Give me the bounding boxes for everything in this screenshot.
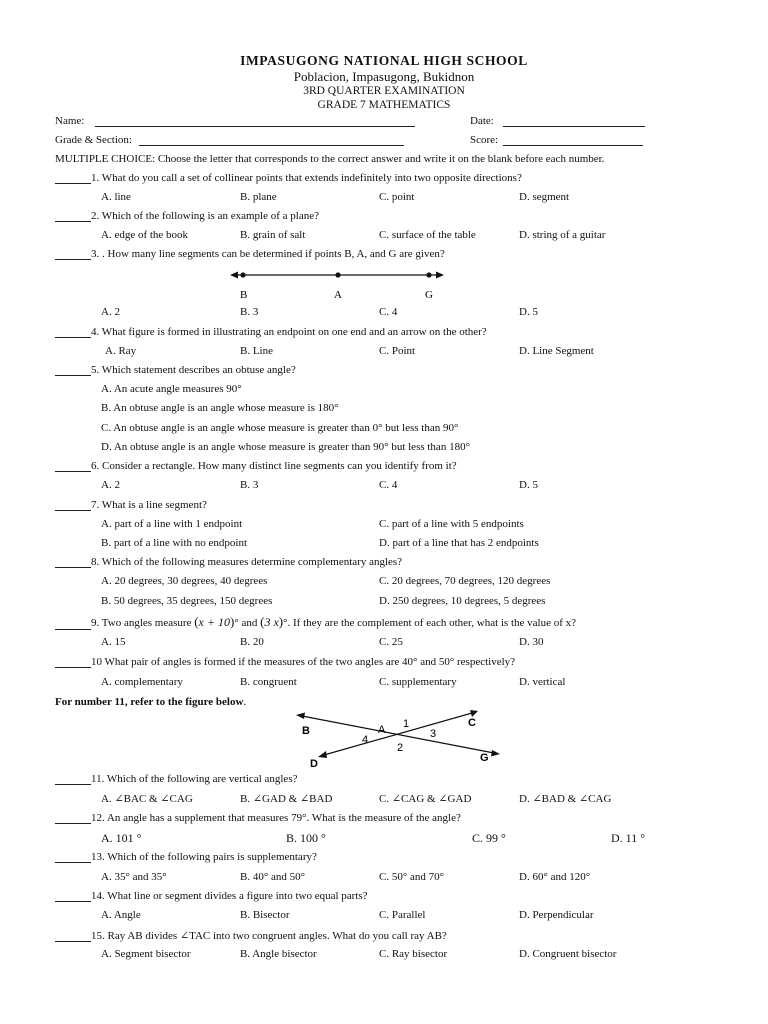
option-a: A. 101 ° [101, 831, 142, 845]
school-address: Poblacion, Impasugong, Bukidnon [293, 69, 475, 84]
grade-section-label: Grade & Section: [55, 134, 132, 146]
point-g [426, 272, 431, 277]
option-d: D. 5 [519, 479, 538, 491]
option-a: A. 20 degrees, 30 degrees, 40 degrees [101, 575, 268, 587]
option-b: B. 100 ° [286, 831, 326, 845]
answer-blank[interactable] [55, 501, 91, 511]
option-d: D. string of a guitar [519, 229, 606, 241]
option-a: A. 2 [101, 479, 120, 491]
option-d: D. 30 [519, 636, 544, 648]
option-b: B. 3 [240, 306, 259, 318]
question-4: 4. What figure is formed in illustrating an endpoint on one end and an arrow on the other? [55, 326, 487, 338]
option-b: B. plane [240, 191, 277, 203]
option-a: A. 35° and 35° [101, 871, 167, 883]
option-b: B. Line [240, 345, 273, 357]
question-1: 1. What do you call a set of collinear points that extends indefinitely into two opposite directions? [55, 172, 522, 184]
option-d: D. An obtuse angle is an angle whose measure is greater than 90° but less than 180° [101, 441, 470, 453]
figure-intro: For number 11, refer to the figure below. [55, 696, 247, 708]
option-c: C. An obtuse angle is an angle whose measure is greater than 0° but less than 90° [101, 422, 459, 434]
option-c: C. 25 [379, 636, 403, 648]
line-figure [228, 268, 448, 304]
score-field[interactable] [470, 134, 643, 146]
option-a: A. An acute angle measures 90° [101, 383, 242, 395]
option-a: A. ∠BAC & ∠CAG [101, 793, 193, 805]
option-b: B. An obtuse angle is an angle whose measure is 180° [101, 402, 339, 414]
option-d: D. vertical [519, 676, 566, 688]
question-9: 9. Two angles measure (x + 10)° and (3 x)°. If they are the complement of each other, what is the value of x? [55, 614, 576, 630]
option-b: B. 40° and 50° [240, 871, 306, 883]
date-label: Date: [470, 115, 494, 127]
option-c: C. ∠CAG & ∠GAD [379, 793, 472, 805]
label-d: D [310, 758, 318, 770]
option-d: D. Congruent bisector [519, 948, 617, 960]
question-6: 6. Consider a rectangle. How many distinct line segments can you identify from it? [55, 460, 457, 472]
answer-blank[interactable] [55, 620, 91, 630]
answer-blank[interactable] [55, 892, 91, 902]
date-field[interactable] [470, 115, 645, 127]
option-c: C. Point [379, 345, 416, 357]
answer-blank[interactable] [55, 932, 91, 942]
score-blank[interactable] [503, 135, 643, 146]
answer-blank[interactable] [55, 462, 91, 472]
score-label: Score: [470, 134, 499, 146]
label-c: C [468, 717, 476, 729]
instructions: MULTIPLE CHOICE: Choose the letter that corresponds to the correct answer and write it on the blank before each number. [55, 153, 605, 165]
option-d: D. Line Segment [519, 345, 594, 357]
option-b: B. part of a line with no endpoint [101, 537, 248, 549]
option-c: C. 4 [379, 479, 398, 491]
question-7: 7. What is a line segment? [55, 499, 207, 511]
option-c: C. 99 ° [472, 831, 506, 845]
answer-blank[interactable] [55, 558, 91, 568]
option-c: C. supplementary [379, 676, 457, 688]
arrow-c-icon [470, 710, 478, 717]
question-10: 10 What pair of angles is formed if the measures of the two angles are 40° and 50° respectively? [55, 656, 515, 668]
option-a: A. edge of the book [101, 229, 189, 241]
option-c: C. point [379, 191, 415, 203]
label-g: G [480, 752, 489, 764]
option-b: B. 50 degrees, 35 degrees, 150 degrees [101, 595, 273, 607]
option-a: A. Segment bisector [101, 948, 191, 960]
question-3: 3. . How many line segments can be determined if points B, A, and G are given? [55, 248, 445, 260]
angle-label-2: 2 [397, 742, 404, 754]
answer-blank[interactable] [55, 814, 91, 824]
angle-label-3: 3 [430, 728, 437, 740]
name-field[interactable] [55, 115, 415, 127]
point-b [240, 272, 245, 277]
option-a: A. line [101, 191, 131, 203]
option-a: A. Angle [101, 909, 141, 921]
angle-label-4: 4 [362, 734, 369, 746]
arrow-g-icon [491, 750, 500, 757]
answer-blank[interactable] [55, 658, 91, 668]
arrow-left-icon [230, 272, 238, 279]
arrow-d-icon [318, 751, 327, 758]
option-b: B. 20 [240, 636, 264, 648]
option-c: C. 4 [379, 306, 398, 318]
arrow-b-icon [296, 713, 305, 720]
option-b: B. congruent [240, 676, 297, 688]
option-c: C. part of a line with 5 endpoints [379, 518, 524, 530]
name-label: Name: [55, 115, 85, 127]
option-a: A. Ray [105, 345, 137, 357]
label-g: G [425, 289, 433, 301]
answer-blank[interactable] [55, 212, 91, 222]
option-a: A. 2 [101, 306, 120, 318]
point-a [335, 272, 340, 277]
option-d: D. 5 [519, 306, 538, 318]
school-name: IMPASUGONG NATIONAL HIGH SCHOOL [240, 53, 528, 68]
option-d: D. 250 degrees, 10 degrees, 5 degrees [379, 595, 546, 607]
question-2: 2. Which of the following is an example of a plane? [55, 210, 319, 222]
option-b: B. ∠GAD & ∠BAD [240, 793, 333, 805]
label-b: B [240, 289, 248, 301]
question-12: 12. An angle has a supplement that measures 79°. What is the measure of the angle? [55, 812, 461, 824]
exam-title: 3RD QUARTER EXAMINATION [303, 85, 465, 97]
label-a: A [334, 289, 342, 301]
name-blank[interactable] [95, 116, 415, 127]
option-a: A. part of a line with 1 endpoint [101, 518, 243, 530]
angle-figure [290, 706, 510, 770]
option-d: D. part of a line that has 2 endpoints [379, 537, 539, 549]
label-a: A [378, 724, 386, 736]
answer-blank[interactable] [55, 328, 91, 338]
answer-blank[interactable] [55, 853, 91, 863]
option-c: C. 50° and 70° [379, 871, 445, 883]
answer-blank[interactable] [55, 174, 91, 184]
answer-blank[interactable] [55, 366, 91, 376]
option-b: B. Bisector [240, 909, 290, 921]
answer-blank[interactable] [55, 250, 91, 260]
question-15: 15. Ray AB divides ∠TAC into two congruent angles. What do you call ray AB? [55, 929, 447, 942]
option-b: B. 3 [240, 479, 259, 491]
angle-label-1: 1 [403, 718, 410, 730]
option-d: D. ∠BAD & ∠CAG [519, 793, 612, 805]
option-c: C. surface of the table [379, 229, 476, 241]
option-d: D. segment [519, 191, 570, 203]
option-d: D. 11 ° [611, 831, 646, 845]
question-8: 8. Which of the following measures determine complementary angles? [55, 556, 402, 568]
subject-title: GRADE 7 MATHEMATICS [317, 99, 451, 111]
label-b: B [302, 725, 310, 737]
option-d: D. 60° and 120° [519, 871, 591, 883]
grade-section-field[interactable] [55, 134, 404, 146]
answer-blank[interactable] [55, 775, 91, 785]
option-b: B. grain of salt [240, 229, 306, 241]
option-c: C. Ray bisector [379, 948, 448, 960]
question-11: 11. Which of the following are vertical angles? [55, 773, 297, 785]
option-c: C. 20 degrees, 70 degrees, 120 degrees [379, 575, 551, 587]
arrow-right-icon [436, 272, 444, 279]
option-d: D. Perpendicular [519, 909, 594, 921]
question-13: 13. Which of the following pairs is supplementary? [55, 851, 317, 863]
grade-section-blank[interactable] [139, 135, 404, 146]
option-a: A. complementary [101, 676, 183, 688]
question-14: 14. What line or segment divides a figure into two equal parts? [55, 890, 368, 902]
question-5: 5. Which statement describes an obtuse angle? [55, 364, 296, 376]
option-b: B. Angle bisector [240, 948, 317, 960]
option-a: A. 15 [101, 636, 126, 648]
date-blank[interactable] [503, 116, 645, 127]
option-c: C. Parallel [379, 909, 426, 921]
